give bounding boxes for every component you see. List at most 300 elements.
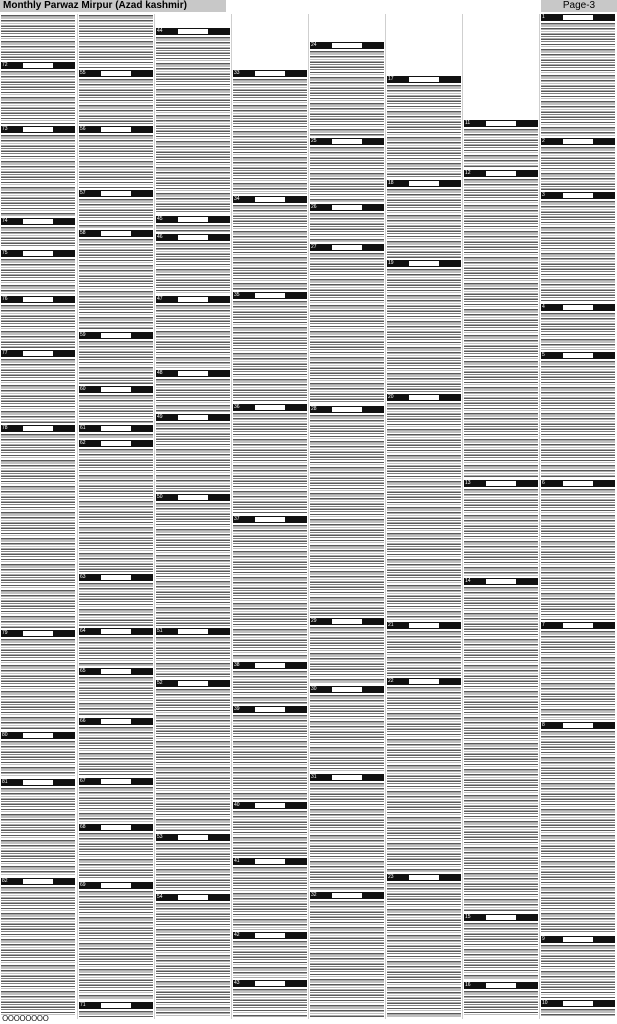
header-white-bar [332,205,362,210]
entry-header [79,386,153,393]
entry-text-block [1,887,75,1017]
entry-text-block [387,631,461,676]
header-white-bar [486,481,516,486]
entry-text-block [156,379,230,412]
entry-text-block [310,253,384,404]
entry-number: 60 [80,386,86,392]
entry-header [310,244,384,251]
header-white-bar [563,1001,593,1006]
entry-number: 39 [234,706,240,712]
entry-number: 59 [80,332,86,338]
entry-number: 13 [465,480,471,486]
entry-header [387,394,461,401]
entry-number: 26 [311,204,317,210]
entry-number: 14 [465,578,471,584]
entry-header [541,936,615,943]
entry-number: 79 [2,630,8,636]
entry-header [156,216,230,223]
entry-number: 9 [542,936,545,942]
entry-text-block [233,941,307,978]
entry-text-block [464,923,538,980]
header-white-bar [332,139,362,144]
entry-header [464,914,538,921]
header-white-bar [409,261,439,266]
header-white-bar [409,875,439,880]
entry-number: 12 [465,170,471,176]
entry-text-block [233,205,307,290]
magazine-title: Monthly Parwaz Mirpur (Azad kashmir) [0,0,226,12]
entry-header [310,892,384,899]
entry-number: 41 [234,858,240,864]
entry-number: 62 [80,440,86,446]
column-rule [77,14,78,1019]
entry-text-block [310,783,384,890]
entry-header [464,170,538,177]
header-white-bar [332,407,362,412]
entry-header [79,882,153,889]
entry-number: 3 [542,192,545,198]
header-white-bar [23,631,53,636]
header-white-bar [332,687,362,692]
entry-header [1,126,75,133]
page-number: Page-3 [541,0,617,12]
entry-text-block [310,213,384,242]
entry-number: 35 [234,292,240,298]
entry-header [541,304,615,311]
entry-number: 32 [311,892,317,898]
entry-header [79,824,153,831]
entry-text-block [79,239,153,330]
entry-header [541,722,615,729]
entry-text-block [79,434,153,438]
entry-number: 72 [2,62,8,68]
entry-text-block [310,901,384,1017]
entry-header [156,494,230,501]
entry-number: 7 [542,622,545,628]
entry-header [233,70,307,77]
entry-text-block [79,891,153,1000]
header-white-bar [101,825,131,830]
header-white-bar [101,629,131,634]
entry-number: 40 [234,802,240,808]
entry-header [310,686,384,693]
entry-header [387,622,461,629]
entry-header [79,668,153,675]
header-white-bar [486,983,516,988]
header-white-bar [563,723,593,728]
entry-text-block [310,695,384,772]
entry-text-block [387,883,461,1017]
entry-number: 53 [157,834,163,840]
entry-header [233,858,307,865]
entry-header [1,62,75,69]
header-white-bar [563,481,593,486]
entry-text-block [541,361,615,478]
entry-header [464,480,538,487]
column-6 [386,14,462,1019]
entry-number: 22 [388,678,394,684]
header-white-bar [563,305,593,310]
header-white-bar [255,405,285,410]
entry-header [541,1000,615,1007]
entry-text-block [1,741,75,777]
entry-header [233,662,307,669]
entry-text-block [79,199,153,228]
entry-text-block [464,489,538,576]
entry-header [387,874,461,881]
entry-header [310,204,384,211]
entry-text-block [233,811,307,856]
entry-header [1,350,75,357]
entry-header [1,630,75,637]
header-white-bar [255,933,285,938]
entry-text-block [156,903,230,1017]
entry-number: 37 [234,516,240,522]
header-white-bar [409,77,439,82]
entry-number: 11 [465,120,471,126]
entry-header [156,370,230,377]
header-white-bar [178,415,208,420]
entry-header [156,834,230,841]
header-white-bar [101,231,131,236]
header-white-bar [101,333,131,338]
entry-header [387,260,461,267]
header-white-bar [101,441,131,446]
entry-number: 6 [542,480,545,486]
entry-text-block [1,639,75,730]
header-white-bar [101,779,131,784]
header-white-bar [178,835,208,840]
entry-number: 63 [80,574,86,580]
header-white-bar [255,197,285,202]
entry-header [79,440,153,447]
entry-header [1,779,75,786]
entry-header [79,628,153,635]
entry-number: 31 [311,774,317,780]
entry-text-block [79,79,153,124]
entry-number: 36 [234,404,240,410]
entry-number: 38 [234,662,240,668]
header-white-bar [101,1003,131,1008]
entry-text-block [541,489,615,620]
entry-text-block [79,637,153,666]
header-white-bar [23,219,53,224]
entry-number: 57 [80,190,86,196]
entry-header [79,1002,153,1009]
entry-header [233,932,307,939]
entry-header [1,878,75,885]
header-white-bar [178,297,208,302]
entry-text-block [79,449,153,572]
entry-header [79,190,153,197]
entry-number: 54 [157,894,163,900]
entry-text-block [156,689,230,832]
entry-text-block [310,147,384,202]
entry-number: 50 [157,494,163,500]
header-white-bar [101,719,131,724]
entry-header [1,250,75,257]
header-white-bar [563,193,593,198]
entry-header [233,706,307,713]
column-7 [463,14,539,1019]
entry-header [233,980,307,987]
entry-text-block [1,788,75,876]
entry-text-block [464,587,538,912]
header-white-bar [332,893,362,898]
entry-header [310,618,384,625]
entry-number: 10 [542,1000,548,1006]
entry-header [1,218,75,225]
entry-header [310,42,384,49]
entry-text-block [1,135,75,216]
entry-header [387,76,461,83]
entry-text-block [541,631,615,720]
entry-number: 24 [311,42,317,48]
entry-number: 67 [80,778,86,784]
entry-header [156,680,230,687]
header-white-bar [486,579,516,584]
entry-number: 65 [80,668,86,674]
entry-text-block [1,259,75,294]
entry-number: 46 [157,234,163,240]
entry-header [233,404,307,411]
entry-text-block [310,627,384,684]
header-white-bar [178,29,208,34]
entry-header [387,678,461,685]
entry-header [1,296,75,303]
entry-text-block [464,179,538,478]
entry-header [1,732,75,739]
entry-text-block [233,525,307,660]
entry-number: 75 [2,250,8,256]
entry-text-block [79,583,153,626]
entry-header [79,230,153,237]
entry-header [541,480,615,487]
entry-header [79,425,153,432]
header-white-bar [409,395,439,400]
entry-header [310,138,384,145]
entry-text-block [1,15,75,60]
entry-header [156,28,230,35]
header-white-bar [101,387,131,392]
entry-number: 80 [2,732,8,738]
entry-number: 1 [542,14,545,20]
entry-text-block [233,715,307,800]
entry-number: 23 [388,874,394,880]
header-white-bar [23,63,53,68]
entry-text-block [1,71,75,124]
column-2 [78,14,154,1019]
entry-header [233,516,307,523]
entry-text-block [233,671,307,704]
entry-number: 21 [388,622,394,628]
column-4 [232,14,308,1019]
entry-text-block [541,945,615,998]
entry-number: 71 [80,1002,86,1008]
entry-text-block [1,434,75,628]
header-white-bar [486,171,516,176]
entry-text-block [79,677,153,716]
entry-text-block [1,227,75,248]
entry-number: 55 [80,70,86,76]
header-white-bar [178,681,208,686]
entry-text-block [541,201,615,302]
header-white-bar [332,43,362,48]
header-white-bar [255,663,285,668]
entry-header [79,126,153,133]
header-white-bar [563,623,593,628]
entry-text-block [233,867,307,930]
entry-header [156,628,230,635]
entry-number: 56 [80,126,86,132]
entry-text-block [387,687,461,872]
header-white-bar [23,351,53,356]
column-3 [155,14,231,1019]
entry-text-block [79,1011,153,1017]
entry-number: 33 [234,70,240,76]
entry-header [156,296,230,303]
entry-header [79,332,153,339]
header-white-bar [255,981,285,986]
entry-number: 28 [311,406,317,412]
header-white-bar [332,619,362,624]
entry-number: 66 [80,718,86,724]
entry-number: 18 [388,180,394,186]
header-white-bar [563,353,593,358]
entry-number: 47 [157,296,163,302]
entry-text-block [387,85,461,178]
entry-header [541,192,615,199]
header-white-bar [178,495,208,500]
entry-header [156,894,230,901]
entry-number: 68 [80,824,86,830]
entry-text-block [79,833,153,880]
column-rule [385,14,386,1019]
entry-number: 25 [311,138,317,144]
header-white-bar [101,883,131,888]
header-white-bar [101,575,131,580]
entry-text-block [156,37,230,214]
entry-number: 51 [157,628,163,634]
header-white-bar [101,71,131,76]
entry-text-block [1,305,75,348]
entry-number: 43 [234,980,240,986]
entry-number: 77 [2,350,8,356]
header-white-bar [178,217,208,222]
entry-text-block [541,23,615,136]
entry-text-block [233,413,307,514]
entry-header [233,196,307,203]
header-white-bar [23,127,53,132]
entry-number: 44 [157,28,163,34]
entry-text-block [464,129,538,168]
column-1 [0,14,76,1019]
entry-text-block [79,395,153,423]
entry-text-block [156,843,230,892]
column-rule [231,14,232,1019]
entry-text-block [1,359,75,423]
entry-number: 29 [311,618,317,624]
header-white-bar [409,679,439,684]
entry-header [79,718,153,725]
entry-number: 2 [542,138,545,144]
column-rule [539,14,540,1019]
entry-number: 8 [542,722,545,728]
entry-number: 17 [388,76,394,82]
entry-header [464,578,538,585]
entry-text-block [79,727,153,776]
header-white-bar [563,937,593,942]
header-white-bar [23,879,53,884]
header-white-bar [486,121,516,126]
header-white-bar [23,426,53,431]
entry-header [79,778,153,785]
entry-text-block [541,1009,615,1017]
entry-number: 16 [465,982,471,988]
entry-header [156,234,230,241]
entry-number: 15 [465,914,471,920]
entry-text-block [233,301,307,402]
entry-header [156,414,230,421]
header-white-bar [255,517,285,522]
header-white-bar [101,669,131,674]
entry-text-block [79,787,153,822]
entry-header [233,292,307,299]
header-white-bar [23,733,53,738]
header-white-bar [178,371,208,376]
header-white-bar [255,707,285,712]
header-white-bar [178,895,208,900]
header-white-bar [23,780,53,785]
footer-marks: OOOOOOOO [2,1014,49,1023]
entry-text-block [79,15,153,68]
header-white-bar [101,191,131,196]
entry-text-block [156,637,230,678]
header-white-bar [101,426,131,431]
entry-header [541,138,615,145]
entry-header [1,425,75,432]
header-white-bar [409,623,439,628]
header-white-bar [178,235,208,240]
column-rule [462,14,463,1019]
entry-number: 5 [542,352,545,358]
column-5 [309,14,385,1019]
entry-text-block [464,991,538,1017]
entry-header [233,802,307,809]
entry-text-block [387,269,461,392]
entry-number: 30 [311,686,317,692]
entry-text-block [387,403,461,620]
entry-header [464,982,538,989]
header-white-bar [486,915,516,920]
entry-header [541,14,615,21]
entry-number: 42 [234,932,240,938]
entry-header [464,120,538,127]
header-white-bar [255,293,285,298]
entry-text-block [156,503,230,626]
column-rule [308,14,309,1019]
header-white-bar [23,297,53,302]
entry-header [79,574,153,581]
entry-number: 58 [80,230,86,236]
header-white-bar [332,245,362,250]
entry-text-block [156,423,230,492]
entry-text-block [310,51,384,136]
entry-number: 4 [542,304,545,310]
header-white-bar [255,71,285,76]
entry-text-block [156,225,230,232]
entry-number: 49 [157,414,163,420]
